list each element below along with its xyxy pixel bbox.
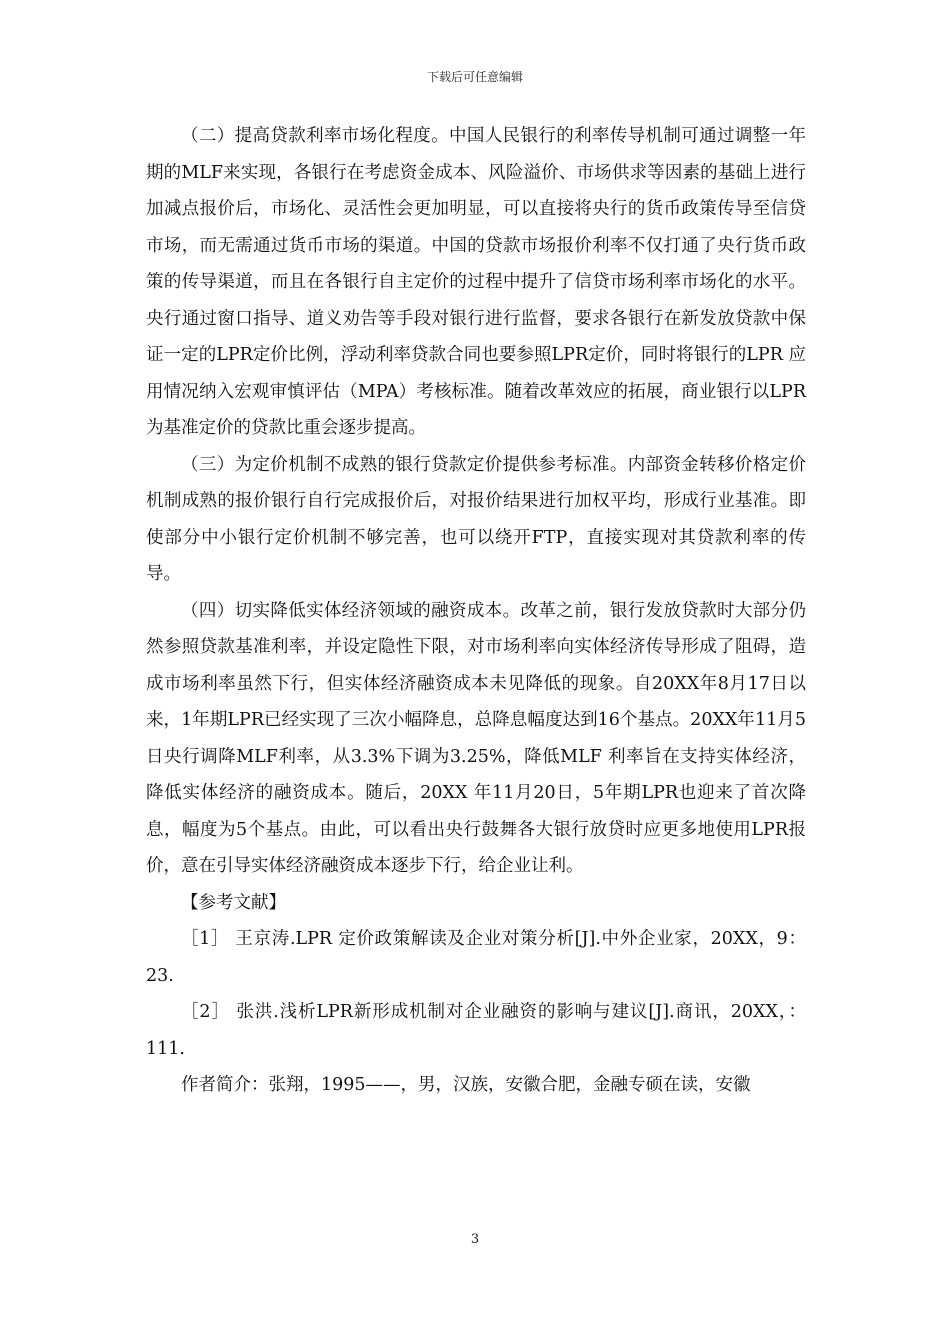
author-bio: 作者简介：张翔，1995——，男，汉族，安徽合肥，金融专硕在读，安徽 <box>181 1075 751 1095</box>
paragraph-two: （二）提高贷款利率市场化程度。中国人民银行的利率传导机制可通过调整一年期的MLF来实现，各银行在考虑资金成本、风险溢价、市场供求等因素的基础上进行加减点报价后，市场化、灵活性会更加明显，可以直接将央行的货币政策传导至信贷市场，而无需通过货币市场的渠道。中国的贷款市场报价利率不仅打通了央行货币政策的传导渠道，而且在各银行自主定价的过程中提升了信贷市场利率市场化的水平。央行通过窗口指导、道义劝告等手段对银行进行监督，要求各银行在新发放贷款中保证一定的LPR定价比例，浮动利率贷款合同也要参照LPR定价，同时将银行的LPR 应用情况纳入宏观审慎评估（MPA）考核标准。随着改革效应的拓展，商业银行以LPR 为基准定价的贷款比重会逐步提高。 <box>146 126 806 438</box>
page-number: 3 <box>470 1232 480 1247</box>
paragraph-three: （三）为定价机制不成熟的银行贷款定价提供参考标准。内部资金转移价格定价机制成熟的报价银行自行完成报价后，对报价结果进行加权平均，形成行业基准。即使部分中小银行定价机制不够完善，也可以绕开FTP，直接实现对其贷款利率的传导。 <box>146 454 806 584</box>
reference-item-1: ［1］ 王京涛.LPR 定价政策解读及企业对策分析[J].中外企业家，20XX，9：23. <box>146 929 806 986</box>
document-body <box>146 118 806 1104</box>
reference-item-2: ［2］ 张洪.浅析LPR新形成机制对企业融资的影响与建议[J].商讯，20XX，：111. <box>146 1002 806 1059</box>
references-heading: 【参考文献】 <box>181 892 286 913</box>
page-header: 下载后可任意编辑 <box>426 70 523 84</box>
paragraph-four: （四）切实降低实体经济领域的融资成本。改革之前，银行发放贷款时大部分仍然参照贷款基准利率，并设定隐性下限，对市场利率向实体经济传导形成了阻碍，造成市场利率虽然下行，但实体经济融资成本未见降低的现象。自20XX年8月17日以来，1年期LPR已经实现了三次小幅降息，总降息幅度达到16个基点。20XX年11月5日央行调降MLF利率，从3.3%下调为3.25%，降低MLF 利率旨在支持实体经济，降低实体经济的融资成本。随后，20XX 年11月20日，5年期LPR也迎来了首次降息，幅度为5个基点。由此，可以看出央行鼓舞各大银行放贷时应更多地使用LPR报价，意在引导实体经济融资成本逐步下行，给企业让利。 <box>146 600 806 876</box>
